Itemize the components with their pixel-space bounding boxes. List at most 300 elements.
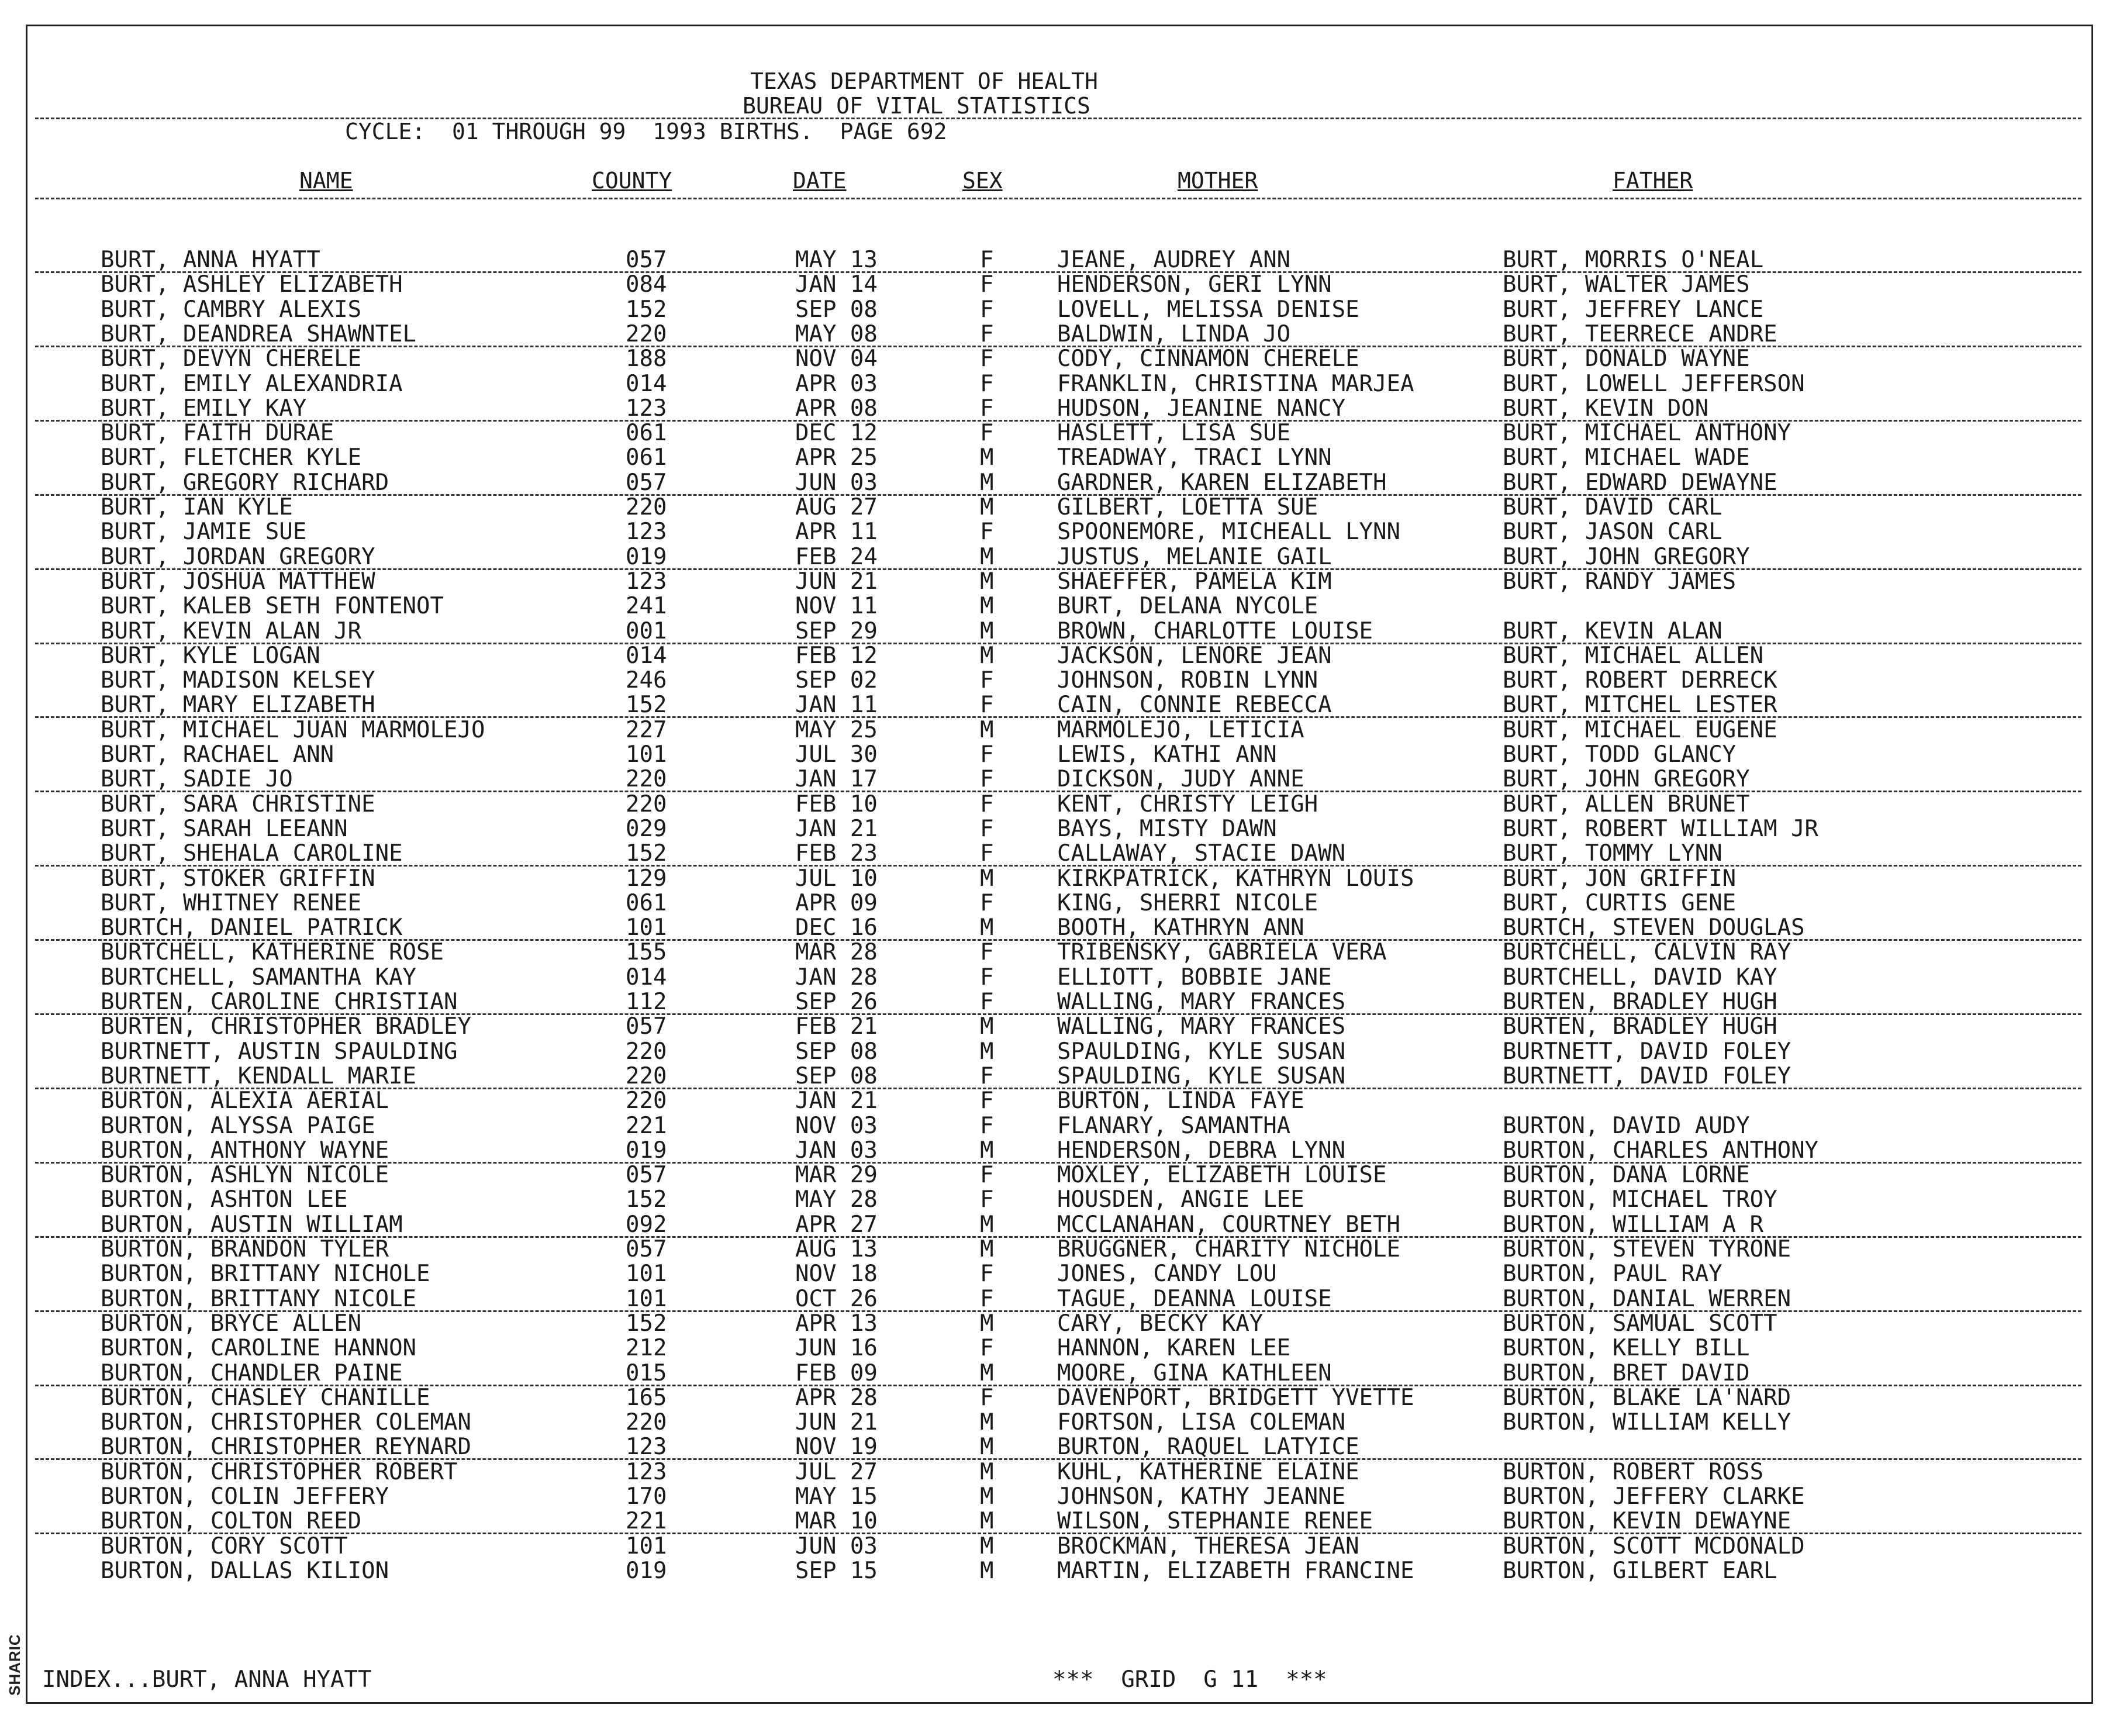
table-row — [0, 421, 2081, 446]
cell-county: 101 — [626, 1261, 667, 1288]
cell-county: 123 — [626, 1458, 667, 1485]
cell-name: BURTON, CORY SCOTT — [101, 1533, 348, 1559]
table-row — [0, 1312, 2081, 1336]
cell-sex: F — [980, 692, 994, 719]
cell-county: 152 — [626, 296, 667, 323]
cell-sex: F — [980, 519, 994, 546]
cell-sex: M — [980, 1533, 994, 1559]
cell-mother: CAIN, CONNIE REBECCA — [1057, 692, 1332, 719]
cell-name: BURT, FLETCHER KYLE — [101, 444, 362, 471]
cell-name: BURT, KEVIN ALAN JR — [101, 617, 362, 644]
cell-date: MAY 15 — [795, 1483, 878, 1510]
cell-county: 061 — [626, 889, 667, 916]
cell-sex: F — [980, 1062, 994, 1089]
cell-date: APR 13 — [795, 1310, 878, 1337]
cell-name: BURT, JAMIE SUE — [101, 519, 307, 546]
table-row — [0, 272, 2081, 297]
table-row — [0, 1064, 2081, 1089]
cell-sex: F — [980, 320, 994, 347]
cell-date: SEP 29 — [795, 617, 878, 644]
cell-father: BURTCHELL, DAVID KAY — [1503, 964, 1777, 990]
cell-county: 061 — [626, 420, 667, 447]
cell-father: BURT, JON GRIFFIN — [1503, 865, 1737, 892]
cell-name: BURTON, BRYCE ALLEN — [101, 1310, 362, 1337]
cell-mother: JUSTUS, MELANIE GAIL — [1057, 543, 1332, 570]
cell-sex: M — [980, 1557, 994, 1584]
cell-county: 188 — [626, 346, 667, 372]
cell-name: BURTEN, CHRISTOPHER BRADLEY — [101, 1013, 471, 1040]
cell-father: BURTON, DANA LORNE — [1503, 1162, 1750, 1189]
cell-mother: BOOTH, KATHRYN ANN — [1057, 914, 1304, 941]
cell-sex: F — [980, 889, 994, 916]
table-row — [0, 916, 2081, 940]
cell-date: JAN 11 — [795, 692, 878, 719]
cell-mother: KIRKPATRICK, KATHRYN LOUIS — [1057, 865, 1414, 892]
column-header-mother: MOTHER — [1178, 168, 1258, 194]
cell-date: SEP 08 — [795, 1038, 878, 1065]
cell-sex: M — [980, 1359, 994, 1386]
cell-name: BURTON, BRITTANY NICOLE — [101, 1285, 417, 1312]
cell-date: JAN 03 — [795, 1137, 878, 1164]
cell-sex: F — [980, 346, 994, 372]
cell-county: 029 — [626, 815, 667, 842]
cell-father: BURTON, PAUL RAY — [1503, 1261, 1722, 1288]
cell-sex: M — [980, 1483, 994, 1510]
cell-father: BURT, WALTER JAMES — [1503, 271, 1750, 298]
cell-sex: F — [980, 1261, 994, 1288]
cell-sex: M — [980, 914, 994, 941]
cell-date: APR 28 — [795, 1384, 878, 1411]
cell-name: BURTON, ALYSSA PAIGE — [101, 1112, 375, 1139]
cell-sex: M — [980, 543, 994, 570]
cell-mother: JOHNSON, ROBIN LYNN — [1057, 667, 1318, 694]
cell-father: BURT, JEFFREY LANCE — [1503, 296, 1764, 323]
cell-county: 152 — [626, 1310, 667, 1337]
table-row — [0, 1014, 2081, 1039]
cell-sex: M — [980, 1458, 994, 1485]
cell-date: JUN 21 — [795, 568, 878, 595]
cell-sex: F — [980, 791, 994, 817]
cell-county: 220 — [626, 1038, 667, 1065]
bureau-title: BUREAU OF VITAL STATISTICS — [743, 93, 1090, 119]
cell-sex: M — [980, 617, 994, 644]
cell-name: BURTON, BRITTANY NICHOLE — [101, 1261, 430, 1288]
table-row — [0, 347, 2081, 371]
cell-county: 014 — [626, 964, 667, 990]
cell-mother: MOXLEY, ELIZABETH LOUISE — [1057, 1162, 1387, 1189]
cell-date: JAN 14 — [795, 271, 878, 298]
cell-date: FEB 09 — [795, 1359, 878, 1386]
cell-county: 227 — [626, 716, 667, 743]
cell-mother: LOVELL, MELISSA DENISE — [1057, 296, 1359, 323]
table-row — [0, 1262, 2081, 1286]
cell-date: NOV 04 — [795, 346, 878, 372]
column-header-county: COUNTY — [592, 168, 672, 194]
cell-father: BURTON, GILBERT EARL — [1503, 1557, 1777, 1584]
table-row — [0, 619, 2081, 644]
cell-father: BURT, MITCHEL LESTER — [1503, 692, 1777, 719]
cell-mother: JOHNSON, KATHY JEANNE — [1057, 1483, 1346, 1510]
cell-sex: F — [980, 1162, 994, 1189]
cell-county: 019 — [626, 543, 667, 570]
table-row — [0, 841, 2081, 866]
cell-county: 241 — [626, 593, 667, 620]
side-label-text: SHARIC — [6, 1634, 23, 1696]
cell-father: BURTON, JEFFERY CLARKE — [1503, 1483, 1805, 1510]
cell-name: BURTNETT, KENDALL MARIE — [101, 1062, 417, 1089]
cell-name: BURT, SHEHALA CAROLINE — [101, 840, 403, 867]
table-row — [0, 1361, 2081, 1386]
cell-mother: CALLAWAY, STACIE DAWN — [1057, 840, 1346, 867]
table-row — [0, 1509, 2081, 1534]
cell-father: BURT, EDWARD DEWAYNE — [1503, 469, 1777, 496]
table-row — [0, 1188, 2081, 1212]
cell-name: BURT, SARAH LEEANN — [101, 815, 348, 842]
cell-date: APR 25 — [795, 444, 878, 471]
cell-mother: HOUSDEN, ANGIE LEE — [1057, 1186, 1304, 1213]
cell-father: BURT, LOWELL JEFFERSON — [1503, 370, 1805, 397]
cell-name: BURT, MICHAEL JUAN MARMOLEJO — [101, 716, 485, 743]
cell-sex: F — [980, 247, 994, 273]
cell-date: NOV 19 — [795, 1434, 878, 1461]
cell-mother: TRIBENSKY, GABRIELA VERA — [1057, 939, 1387, 966]
cell-mother: BRUGGNER, CHARITY NICHOLE — [1057, 1236, 1400, 1262]
cell-date: NOV 18 — [795, 1261, 878, 1288]
cell-name: BURTON, CAROLINE HANNON — [101, 1335, 417, 1362]
cell-mother: BURT, DELANA NYCOLE — [1057, 593, 1318, 620]
cell-name: BURT, SADIE JO — [101, 766, 293, 793]
cell-county: 057 — [626, 247, 667, 273]
cell-county: 221 — [626, 1508, 667, 1535]
cell-mother: CARY, BECKY KAY — [1057, 1310, 1264, 1337]
cell-county: 165 — [626, 1384, 667, 1411]
cell-date: MAY 08 — [795, 320, 878, 347]
cell-sex: M — [980, 494, 994, 520]
cell-father: BURTON, DANIAL WERREN — [1503, 1285, 1791, 1312]
cell-mother: MARMOLEJO, LETICIA — [1057, 716, 1304, 743]
cell-father: BURTON, ROBERT ROSS — [1503, 1458, 1764, 1485]
cell-date: MAR 29 — [795, 1162, 878, 1189]
table-row — [0, 693, 2081, 717]
table-row — [0, 1089, 2081, 1113]
cell-county: 170 — [626, 1483, 667, 1510]
cell-county: 019 — [626, 1557, 667, 1584]
cell-sex: M — [980, 1409, 994, 1436]
cell-father: BURTON, SAMUAL SCOTT — [1503, 1310, 1777, 1337]
cell-county: 221 — [626, 1112, 667, 1139]
cell-father: BURT, JASON CARL — [1503, 519, 1722, 546]
cell-date: AUG 13 — [795, 1236, 878, 1262]
table-row — [0, 1485, 2081, 1509]
cell-sex: F — [980, 420, 994, 447]
cell-name: BURT, KYLE LOGAN — [101, 642, 320, 669]
cell-date: JUN 03 — [795, 1533, 878, 1559]
cell-father: BURTON, KEVIN DEWAYNE — [1503, 1508, 1791, 1535]
cell-mother: JACKSON, LENORE JEAN — [1057, 642, 1332, 669]
cell-sex: F — [980, 370, 994, 397]
table-row — [0, 1559, 2081, 1583]
cell-father: BURT, ALLEN BRUNET — [1503, 791, 1750, 817]
cell-date: FEB 10 — [795, 791, 878, 817]
cell-sex: F — [980, 766, 994, 793]
cell-mother: KUHL, KATHERINE ELAINE — [1057, 1458, 1359, 1485]
cell-name: BURTCHELL, KATHERINE ROSE — [101, 939, 444, 966]
cell-date: APR 09 — [795, 889, 878, 916]
table-row — [0, 1237, 2081, 1262]
cell-name: BURTON, CHRISTOPHER REYNARD — [101, 1434, 471, 1461]
table-row — [0, 1410, 2081, 1435]
table-row — [0, 594, 2081, 619]
cell-mother: SHAEFFER, PAMELA KIM — [1057, 568, 1332, 595]
cell-mother: FLANARY, SAMANTHA — [1057, 1112, 1291, 1139]
cell-sex: M — [980, 444, 994, 471]
cell-sex: M — [980, 469, 994, 496]
cell-mother: ELLIOTT, BOBBIE JANE — [1057, 964, 1332, 990]
cell-date: JAN 28 — [795, 964, 878, 990]
cell-date: MAY 25 — [795, 716, 878, 743]
cell-mother: FORTSON, LISA COLEMAN — [1057, 1409, 1346, 1436]
cell-sex: F — [980, 815, 994, 842]
cell-mother: GARDNER, KAREN ELIZABETH — [1057, 469, 1387, 496]
table-row — [0, 1040, 2081, 1064]
cell-mother: HENDERSON, DEBRA LYNN — [1057, 1137, 1346, 1164]
cell-date: JUL 10 — [795, 865, 878, 892]
cell-county: 057 — [626, 469, 667, 496]
cell-date: MAY 28 — [795, 1186, 878, 1213]
cell-sex: F — [980, 1112, 994, 1139]
table-row — [0, 1287, 2081, 1312]
cell-name: BURTON, CHANDLER PAINE — [101, 1359, 403, 1386]
cell-father: BURTON, WILLIAM A R — [1503, 1211, 1764, 1238]
cell-name: BURTON, DALLAS KILION — [101, 1557, 389, 1584]
cell-name: BURT, JORDAN GREGORY — [101, 543, 375, 570]
cell-father: BURT, TODD GLANCY — [1503, 741, 1737, 768]
cell-name: BURTON, CHRISTOPHER ROBERT — [101, 1458, 458, 1485]
cell-name: BURT, DEANDREA SHAWNTEL — [101, 320, 417, 347]
table-row — [0, 446, 2081, 470]
cell-father: BURT, DONALD WAYNE — [1503, 346, 1750, 372]
cell-date: JAN 21 — [795, 815, 878, 842]
table-row — [0, 1138, 2081, 1163]
cell-date: APR 08 — [795, 395, 878, 422]
cell-county: 092 — [626, 1211, 667, 1238]
cell-father: BURTON, KELLY BILL — [1503, 1335, 1750, 1362]
cell-county: 123 — [626, 395, 667, 422]
cell-county: 057 — [626, 1236, 667, 1262]
cell-mother: TREADWAY, TRACI LYNN — [1057, 444, 1332, 471]
cell-date: SEP 15 — [795, 1557, 878, 1584]
cell-county: 246 — [626, 667, 667, 694]
divider-line — [35, 118, 2081, 119]
cell-father: BURTON, SCOTT MCDONALD — [1503, 1533, 1805, 1559]
cell-sex: M — [980, 865, 994, 892]
cell-father: BURTCHELL, CALVIN RAY — [1503, 939, 1791, 966]
cell-county: 123 — [626, 568, 667, 595]
cell-father: BURT, TOMMY LYNN — [1503, 840, 1722, 867]
cell-sex: M — [980, 1434, 994, 1461]
cell-name: BURTON, ASHTON LEE — [101, 1186, 348, 1213]
cell-name: BURTCHELL, SAMANTHA KAY — [101, 964, 417, 990]
cell-mother: KING, SHERRI NICOLE — [1057, 889, 1318, 916]
cell-sex: M — [980, 1236, 994, 1262]
cell-date: FEB 23 — [795, 840, 878, 867]
cell-county: 220 — [626, 766, 667, 793]
table-row — [0, 718, 2081, 743]
cell-mother: MARTIN, ELIZABETH FRANCINE — [1057, 1557, 1414, 1584]
table-row — [0, 792, 2081, 817]
table-row — [0, 1386, 2081, 1410]
cell-date: NOV 03 — [795, 1112, 878, 1139]
cell-county: 101 — [626, 914, 667, 941]
table-row — [0, 767, 2081, 792]
cell-name: BURT, ASHLEY ELIZABETH — [101, 271, 403, 298]
cell-date: APR 03 — [795, 370, 878, 397]
cell-name: BURT, GREGORY RICHARD — [101, 469, 389, 496]
cell-county: 152 — [626, 840, 667, 867]
cell-county: 057 — [626, 1162, 667, 1189]
cell-name: BURTON, COLIN JEFFERY — [101, 1483, 389, 1510]
table-row — [0, 248, 2081, 272]
cell-sex: M — [980, 716, 994, 743]
table-row — [0, 1460, 2081, 1485]
cell-father: BURTNETT, DAVID FOLEY — [1503, 1038, 1791, 1065]
cell-date: APR 27 — [795, 1211, 878, 1238]
cell-name: BURTCH, DANIEL PATRICK — [101, 914, 403, 941]
table-row — [0, 1213, 2081, 1237]
cell-sex: F — [980, 1186, 994, 1213]
cell-sex: F — [980, 939, 994, 966]
column-header-father: FATHER — [1613, 168, 1693, 194]
cell-county: 061 — [626, 444, 667, 471]
table-row — [0, 520, 2081, 544]
cell-date: JAN 17 — [795, 766, 878, 793]
cell-mother: MCCLANAHAN, COURTNEY BETH — [1057, 1211, 1400, 1238]
cell-date: FEB 21 — [795, 1013, 878, 1040]
cell-sex: F — [980, 964, 994, 990]
cell-name: BURT, KALEB SETH FONTENOT — [101, 593, 444, 620]
cell-mother: GILBERT, LOETTA SUE — [1057, 494, 1318, 520]
grid-label: *** GRID G 11 *** — [1052, 1666, 1327, 1693]
cell-name: BURT, RACHAEL ANN — [101, 741, 334, 768]
cell-county: 155 — [626, 939, 667, 966]
table-row — [0, 322, 2081, 347]
cell-father: BURTEN, BRADLEY HUGH — [1503, 989, 1777, 1015]
cell-father: BURTON, MICHAEL TROY — [1503, 1186, 1777, 1213]
cell-father: BURT, JOHN GREGORY — [1503, 543, 1750, 570]
cell-date: JAN 21 — [795, 1088, 878, 1114]
cell-name: BURTON, CHASLEY CHANILLE — [101, 1384, 430, 1411]
cell-mother: WALLING, MARY FRANCES — [1057, 989, 1346, 1015]
table-row — [0, 940, 2081, 965]
cell-date: DEC 16 — [795, 914, 878, 941]
table-row — [0, 867, 2081, 891]
cell-county: 084 — [626, 271, 667, 298]
cell-name: BURTON, ASHLYN NICOLE — [101, 1162, 389, 1189]
cell-sex: M — [980, 1137, 994, 1164]
cell-mother: HENDERSON, GERI LYNN — [1057, 271, 1332, 298]
cell-name: BURT, JOSHUA MATTHEW — [101, 568, 375, 595]
cell-date: JUN 03 — [795, 469, 878, 496]
table-row — [0, 1435, 2081, 1459]
side-label — [2, 1614, 23, 1702]
cell-county: 220 — [626, 1088, 667, 1114]
cell-county: 101 — [626, 1285, 667, 1312]
cell-date: OCT 26 — [795, 1285, 878, 1312]
table-row — [0, 372, 2081, 396]
cell-name: BURT, SARA CHRISTINE — [101, 791, 375, 817]
cell-father: BURT, RANDY JAMES — [1503, 568, 1737, 595]
cell-name: BURTON, ALEXIA AERIAL — [101, 1088, 389, 1114]
divider-line — [35, 198, 2081, 199]
cell-county: 220 — [626, 1062, 667, 1089]
cell-sex: M — [980, 1211, 994, 1238]
cell-county: 123 — [626, 519, 667, 546]
cell-father: BURTON, BLAKE LA'NARD — [1503, 1384, 1791, 1411]
cell-county: 129 — [626, 865, 667, 892]
cell-county: 152 — [626, 692, 667, 719]
cell-sex: M — [980, 593, 994, 620]
cell-father: BURTON, CHARLES ANTHONY — [1503, 1137, 1819, 1164]
cell-date: AUG 27 — [795, 494, 878, 520]
cell-county: 112 — [626, 989, 667, 1015]
cell-sex: F — [980, 1088, 994, 1114]
cell-name: BURT, CAMBRY ALEXIS — [101, 296, 362, 323]
cell-name: BURT, DEVYN CHERELE — [101, 346, 362, 372]
cell-mother: HASLETT, LISA SUE — [1057, 420, 1291, 447]
table-row — [0, 1534, 2081, 1559]
table-row — [0, 471, 2081, 495]
cell-father: BURT, MICHAEL EUGENE — [1503, 716, 1777, 743]
table-row — [0, 817, 2081, 841]
cell-county: 014 — [626, 642, 667, 669]
table-row — [0, 965, 2081, 990]
cell-sex: F — [980, 271, 994, 298]
cell-father: BURTON, WILLIAM KELLY — [1503, 1409, 1791, 1436]
cell-mother: JONES, CANDY LOU — [1057, 1261, 1277, 1288]
cell-father: BURTNETT, DAVID FOLEY — [1503, 1062, 1791, 1089]
cell-mother: SPAULDING, KYLE SUSAN — [1057, 1062, 1346, 1089]
table-row — [0, 891, 2081, 916]
cell-name: BURT, EMILY KAY — [101, 395, 307, 422]
table-row — [0, 1114, 2081, 1138]
cell-county: 123 — [626, 1434, 667, 1461]
cell-mother: WILSON, STEPHANIE RENEE — [1057, 1508, 1373, 1535]
table-row — [0, 298, 2081, 322]
cell-sex: F — [980, 296, 994, 323]
cell-name: BURTON, BRANDON TYLER — [101, 1236, 389, 1262]
cell-sex: F — [980, 840, 994, 867]
cell-sex: F — [980, 989, 994, 1015]
cell-county: 220 — [626, 494, 667, 520]
column-header-name: NAME — [299, 168, 353, 194]
cell-county: 019 — [626, 1137, 667, 1164]
cell-father: BURT, ROBERT WILLIAM JR — [1503, 815, 1819, 842]
index-label: INDEX...BURT, ANNA HYATT — [42, 1666, 372, 1693]
cell-sex: M — [980, 1310, 994, 1337]
table-row — [0, 545, 2081, 570]
cell-father: BURTEN, BRADLEY HUGH — [1503, 1013, 1777, 1040]
cell-date: SEP 26 — [795, 989, 878, 1015]
cell-county: 101 — [626, 1533, 667, 1559]
cell-mother: HANNON, KAREN LEE — [1057, 1335, 1291, 1362]
cell-father: BURT, DAVID CARL — [1503, 494, 1722, 520]
cycle-line: CYCLE: 01 THROUGH 99 1993 BIRTHS. PAGE 692 — [345, 119, 947, 144]
cell-father: BURTON, DAVID AUDY — [1503, 1112, 1750, 1139]
agency-title: TEXAS DEPARTMENT OF HEALTH — [750, 68, 1098, 94]
cell-father: BURT, JOHN GREGORY — [1503, 766, 1750, 793]
cell-name: BURT, WHITNEY RENEE — [101, 889, 362, 916]
cell-county: 014 — [626, 370, 667, 397]
